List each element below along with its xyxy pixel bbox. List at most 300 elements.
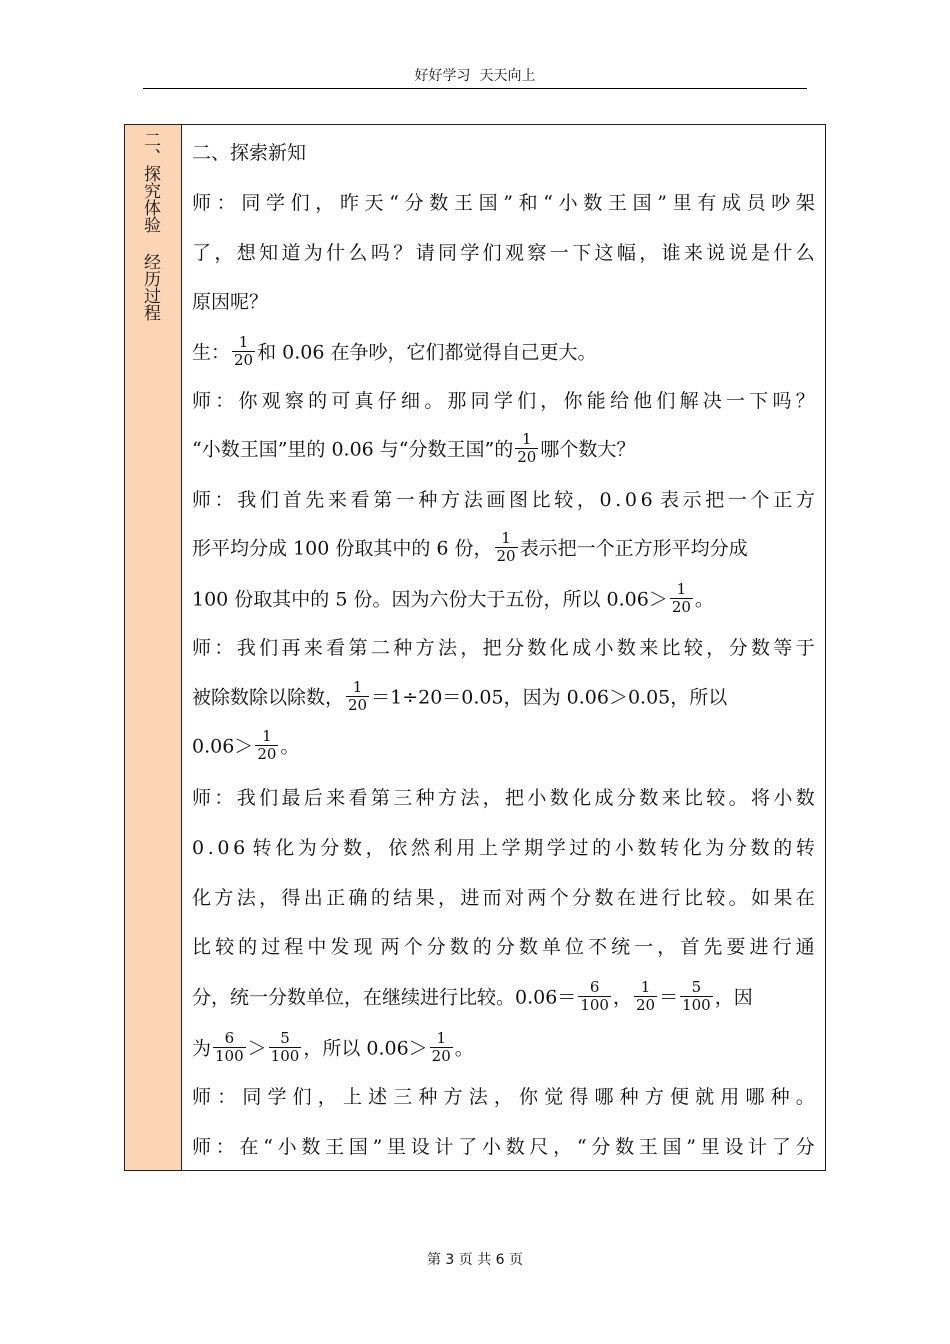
line-char: 同 [437,242,457,264]
line-char: 来 [661,787,681,809]
line-char: 化 [682,837,702,859]
line-char: 统 [611,936,631,958]
line-char: “ [543,192,553,214]
line-char: 师 [192,390,212,412]
line-char: 个 [549,887,569,909]
line-char: 表 [659,489,679,511]
line-char: 分 [728,637,748,659]
line-char: 法 [468,1086,488,1108]
line-char: 图 [508,489,528,511]
text-line [192,333,597,371]
line-char: 得 [281,887,301,909]
line-char: 小 [481,1136,501,1158]
line-char: 比 [661,637,681,659]
line-char: 正 [773,489,793,511]
line-char: 国 [662,1136,682,1158]
line-char: 将 [750,787,770,809]
line-char: 可 [331,390,351,412]
line-char: 我 [237,489,257,511]
line-char: 第 [370,787,390,809]
line-char: 我 [236,637,256,659]
line-char: ， [315,192,335,214]
line-char: 师 [192,1086,212,1108]
line-char: ： [216,192,236,214]
line-char: 分 [591,1136,611,1158]
line-char: 依 [388,837,408,859]
line-char: 0 [192,837,205,859]
line-char: 国 [348,1136,368,1158]
line-char: 这 [594,242,614,264]
line-char: 在 [795,887,815,909]
line-char: 转 [659,837,679,859]
line-char: ， [482,787,502,809]
line-char: 比 [683,887,703,909]
text-line [192,241,815,265]
line-char: 们 [259,637,279,659]
line-char: 计 [748,1136,768,1158]
line-char: 进 [639,887,659,909]
line-char: 什 [773,242,793,264]
line-text: 形平均分成 100 份取其中的 6 份， [192,537,493,560]
line-char: 正 [326,887,346,909]
line-char: ” [503,192,513,214]
line-char: 王 [325,1136,345,1158]
fraction-denominator: 20 [431,1047,451,1065]
line-char: 成 [721,192,741,214]
fraction-numerator: 1 [501,529,511,547]
text-line [192,636,815,660]
line-char: 个 [750,489,770,511]
line-char: 示 [682,489,702,511]
line-char: 了 [458,1136,478,1158]
line-char: 师 [192,637,212,659]
fraction [213,1030,246,1065]
line-char: 吵 [771,192,791,214]
line-char: 种 [770,1086,790,1108]
line-text: “小数王国”里的 0.06 与“分数王国”的 [192,438,514,461]
line-char: 学 [460,242,480,264]
line-char: 进 [460,887,480,909]
line-char: 数 [795,787,815,809]
line-char: 数 [301,1136,321,1158]
line-char: 王 [607,192,627,214]
text-line [192,580,714,618]
line-char: 化 [572,787,592,809]
section-heading: 二、探索新知 [192,142,307,164]
line-char: 较 [215,936,235,958]
line-char: 请 [415,242,435,264]
line-char: 们 [292,1086,312,1108]
line-char: 数 [549,787,569,809]
line-char: 想 [236,242,256,264]
line-char: ， [214,242,234,264]
line-char: 他 [633,390,653,412]
line-text: 为 [192,1037,212,1060]
line-char: 果 [415,887,435,909]
text-line [192,1029,474,1067]
line-char: ， [576,489,596,511]
line-char: 计 [434,1136,454,1158]
text-line [192,430,636,468]
fraction-numerator: 6 [224,1029,235,1047]
line-char: 6 [233,837,246,859]
line-char: 便 [669,1086,689,1108]
lesson-table [124,124,826,1171]
line-text: ＝1÷20＝0.05，因为 0.06＞0.05，所以 [371,686,728,709]
line-char: 数 [639,787,659,809]
line-char: 一 [634,936,654,958]
line-char: 上 [478,837,498,859]
line-char: 们 [259,787,279,809]
line-char: 首 [282,489,302,511]
fraction-numerator: 1 [640,978,651,996]
page-header: 好好学习 天天向上 [143,66,807,89]
fraction-denominator: 100 [270,1047,300,1065]
line-char: 王 [453,192,473,214]
line-char: ， [493,1086,513,1108]
line-char: 的 [238,936,258,958]
line-char: 国 [632,192,652,214]
line-char: 数 [637,837,657,859]
line-char: 画 [486,489,506,511]
line-char: 成 [594,787,614,809]
line-char: 是 [750,242,770,264]
line-char: 过 [569,837,589,859]
line-char: 幅 [616,242,636,264]
fraction-numerator: 5 [280,1029,290,1047]
line-char: 数 [429,192,449,214]
text-line [192,529,748,567]
line-char: 数 [594,887,614,909]
line-char: 种 [415,787,435,809]
line-char: 来 [639,637,659,659]
line-char: 有 [697,192,717,214]
line-char: 一 [726,390,746,412]
line-char: 来 [326,787,346,809]
text-line [192,191,815,215]
line-char: 方 [441,489,461,511]
line-char: ， [553,1136,573,1158]
line-char: 后 [303,787,323,809]
line-char: 先 [703,936,723,958]
line-char: 一 [395,489,415,511]
line-char: 比 [683,787,703,809]
text-line [192,1135,815,1159]
line-char: 化 [275,837,295,859]
content-cell [182,125,825,1170]
text-line [192,678,728,716]
line-char: 转 [795,837,815,859]
fraction-denominator: 20 [635,996,656,1014]
line-char: 发 [330,936,350,958]
line-char: 同 [241,192,261,214]
line-char: 比 [192,936,212,958]
line-char: 了 [192,242,212,264]
line-char: 方 [214,887,234,909]
line-char: 数 [449,936,469,958]
line-char: 小 [558,192,578,214]
line-char: 数 [750,637,770,659]
line-char: 决 [702,390,722,412]
line-char: 然 [410,837,430,859]
line-char: 来 [327,489,347,511]
text-line [192,978,753,1016]
line-char: 在 [616,887,636,909]
line-char: 种 [619,1086,639,1108]
line-char: 师 [192,787,212,809]
page-footer: 第 3 页 共 6 页 [426,1252,524,1268]
line-char: 较 [683,637,703,659]
line-char: 结 [393,887,413,909]
line-char: 。 [728,887,748,909]
line-text: 哪个数大？ [540,438,636,461]
line-char: 把 [482,637,502,659]
line-char: 单 [541,936,561,958]
line-char: 设 [724,1136,744,1158]
line-char: 期 [524,837,544,859]
line-char: 察 [527,242,547,264]
line-char: 于 [795,637,815,659]
line-char: 通 [795,936,815,958]
line-char: 们 [259,489,279,511]
line-char: 能 [586,390,606,412]
stage-title: 二、探究体验 经历过程 [140,131,160,321]
line-char: 观 [261,390,281,412]
line-char: 个 [403,936,423,958]
line-text: 被除数除以除数， [192,686,345,709]
line-char: 和 [518,192,538,214]
line-char: . [207,837,214,859]
line-char: “ [263,1136,273,1158]
line-char: 现 [353,936,373,958]
line-char: 同 [470,390,490,412]
line-char: 来 [683,242,703,264]
line-char: 解 [679,390,699,412]
line-char: 你 [563,390,583,412]
text-line [192,727,300,765]
stage-cell [125,125,182,1170]
line-char: 里 [700,1136,720,1158]
line-char: 0 [599,489,612,511]
fraction-numerator: 5 [691,978,702,996]
line-char: 架 [795,192,815,214]
line-char: 给 [609,390,629,412]
fraction-denominator: 20 [234,351,254,369]
line-char: 行 [661,887,681,909]
line-char: 来 [303,637,323,659]
line-char: 那 [447,390,467,412]
line-char: 学 [265,192,285,214]
line-char: 一 [727,489,747,511]
line-char: 分 [795,1136,815,1158]
line-char: 观 [505,242,525,264]
line-char: 方 [415,637,435,659]
line-char: 吗 [370,242,390,264]
line-char: 数 [527,637,547,659]
fraction [680,979,713,1014]
text-line [192,389,815,413]
line-char: 哪 [745,1086,765,1108]
line-char: 看 [350,489,370,511]
text-line [192,488,815,512]
fraction-numerator: 1 [262,727,272,745]
line-text: ，所以 0.06＞ [303,1037,428,1060]
line-char: ： [214,637,234,659]
line-text: ， [612,986,632,1009]
line-char: 分 [426,936,446,958]
line-char: 果 [773,887,793,909]
line-char: ： [214,787,234,809]
line-char: 师 [192,1136,212,1158]
line-char: “ [576,1136,587,1158]
line-char: ， [460,637,480,659]
line-char: 国 [478,192,498,214]
line-char: 。 [728,787,748,809]
fraction-numerator: 1 [238,333,249,351]
line-char: 数 [518,936,538,958]
line-char: 同 [242,1086,262,1108]
line-char: 学 [546,837,566,859]
fraction-numerator: 1 [436,1029,446,1047]
line-char: 师 [192,489,212,511]
line-char: 分 [505,637,525,659]
line-char: 得 [569,1086,589,1108]
fraction [495,530,518,565]
line-char: 方 [795,489,815,511]
line-char: 等 [773,637,793,659]
line-char: 么 [348,242,368,264]
line-char: 一 [549,242,569,264]
line-char: 看 [326,637,346,659]
text-line [192,786,815,810]
line-char: 6 [640,489,653,511]
line-char: 为 [303,242,323,264]
line-char: ： [215,1136,235,1158]
line-char: 在 [239,1136,259,1158]
line-char: 数 [615,1136,635,1158]
line-char: 种 [418,1086,438,1108]
line-char: 把 [705,489,725,511]
line-char: 分 [727,837,747,859]
line-char: 的 [592,837,612,859]
fraction [269,1030,302,1065]
line-char: 小 [277,1136,297,1158]
line-char: 中 [307,936,327,958]
line-char: 小 [773,787,793,809]
line-char: ， [706,637,726,659]
line-char: 分 [320,837,340,859]
line-char: 学 [493,390,513,412]
line-char: ， [259,887,279,909]
line-char: 二 [370,637,390,659]
fraction [634,979,657,1014]
line-char: 如 [750,887,770,909]
line-char: 种 [393,637,413,659]
line-char: 比 [531,489,551,511]
line-char: 们 [290,192,310,214]
line-char: 小 [527,787,547,809]
line-char: 说 [728,242,748,264]
text-line [192,935,815,959]
line-char: 里 [672,192,692,214]
line-text: ，因 [714,986,753,1009]
line-char: 出 [303,887,323,909]
line-char: 位 [565,936,585,958]
line-char: 述 [368,1086,388,1108]
line-text: 表示把一个正方形平均分成 [519,537,748,560]
line-char: 师 [192,192,212,214]
line-char: 第 [348,637,368,659]
line-char: 先 [305,489,325,511]
line-char: ： [214,489,234,511]
line-char: 设 [410,1136,430,1158]
line-text: 。 [694,588,714,611]
line-text: 0.06＞ [192,735,254,758]
line-char: 数 [583,192,603,214]
line-char: 数 [750,837,770,859]
line-char: 学 [501,837,521,859]
line-char: 确 [348,887,368,909]
line-char: 较 [706,887,726,909]
line-char: 们 [656,390,676,412]
line-char: 谁 [661,242,681,264]
line-char: 法 [463,489,483,511]
fraction-numerator: 1 [522,430,532,448]
line-char: 下 [749,390,769,412]
line-char: 细 [400,390,420,412]
line-char: ： [215,390,235,412]
text-line [192,836,815,860]
line-char: 。 [424,390,444,412]
line-char: 天 [364,192,384,214]
line-char: 我 [236,787,256,809]
text-line: 原因呢？ [192,291,269,313]
line-char: 分 [404,192,424,214]
line-char: 程 [284,936,304,958]
line-text: 。 [280,735,300,758]
line-char: 化 [192,887,212,909]
line-char: 数 [616,637,636,659]
fraction-denominator: 20 [257,745,277,763]
line-char: 么 [795,242,815,264]
line-text: 和 0.06 在争吵，它们都觉得自己更大。 [257,341,597,364]
line-char: ， [657,936,677,958]
fraction-denominator: 100 [215,1047,244,1065]
line-char: 什 [326,242,346,264]
fraction-denominator: 100 [580,996,609,1014]
fraction [346,679,369,714]
line-char: 的 [308,390,328,412]
line-char: 的 [472,936,492,958]
line-char: 较 [706,787,726,809]
line-char: 分 [495,936,515,958]
line-char: 吗 [772,390,792,412]
line-char: 仔 [377,390,397,412]
line-char: 你 [519,1086,539,1108]
line-char: 不 [588,936,608,958]
line-char: 道 [281,242,301,264]
line-char: 就 [695,1086,715,1108]
line-char: 方 [437,787,457,809]
fraction [430,1030,453,1065]
line-char: 对 [505,887,525,909]
line-char: 们 [517,390,537,412]
line-char: 化 [549,637,569,659]
line-char: 分 [572,887,592,909]
line-char: 方 [644,1086,664,1108]
line-char: 知 [259,242,279,264]
line-char: 学 [267,1086,287,1108]
